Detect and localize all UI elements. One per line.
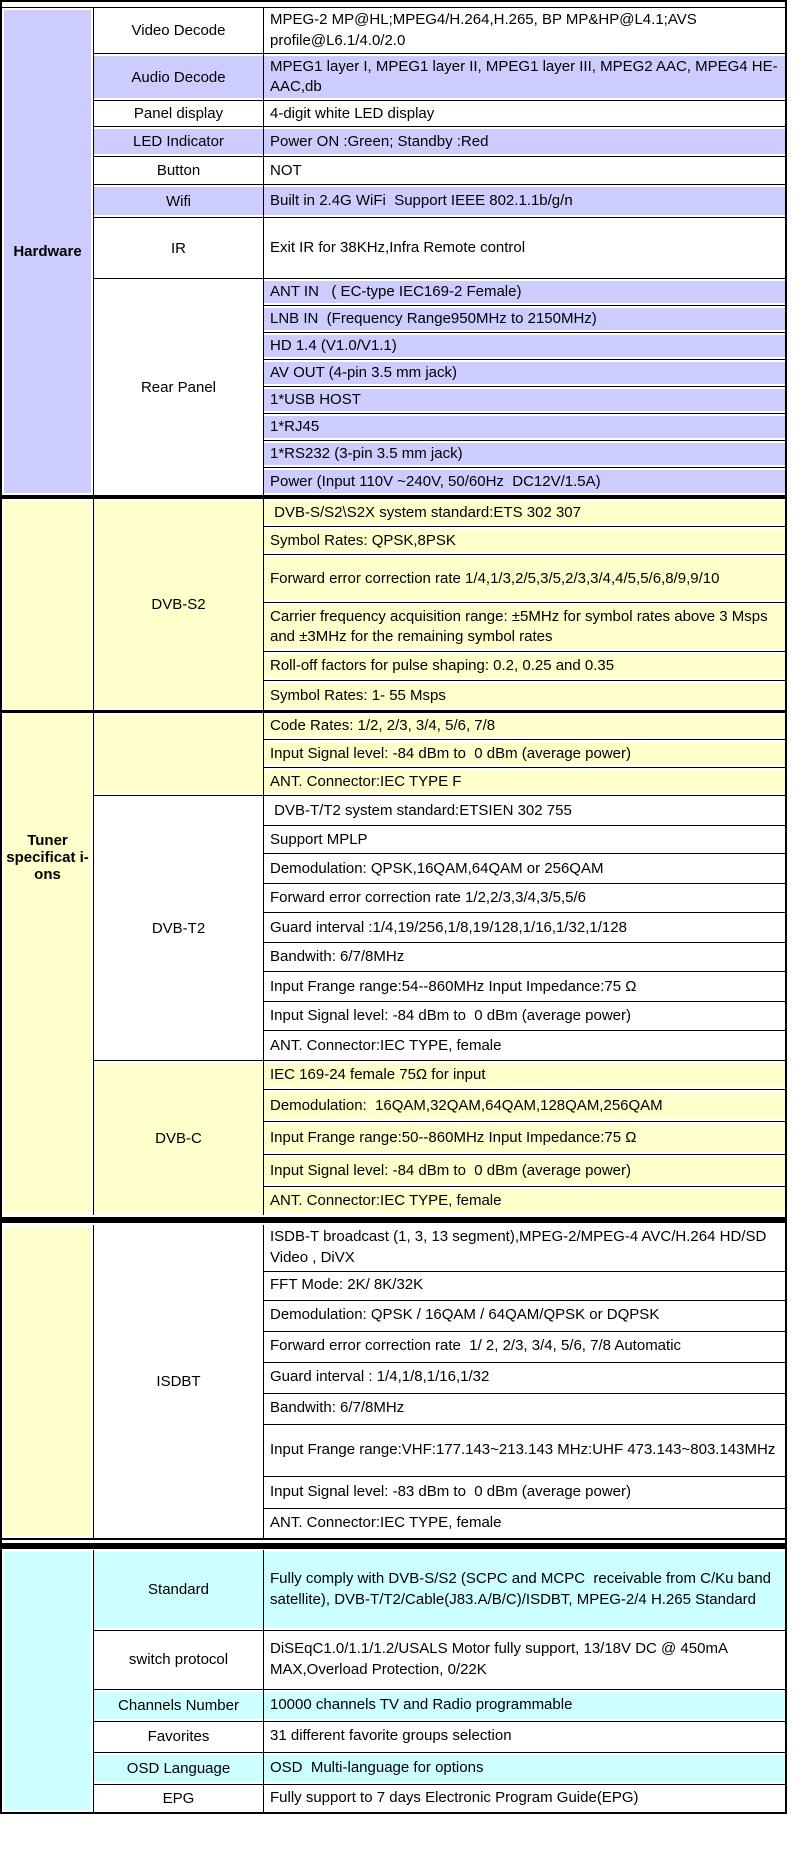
spec-value-cell: OSD Multi-language for options [264, 1753, 785, 1784]
spec-value-cell: 31 different favorite groups selection [264, 1722, 785, 1752]
spec-value-cell: DiSEqC1.0/1.1/1.2/USALS Motor fully support, 13/18V DC @ 450mA MAX,Overload Protection, 0/22K [264, 1631, 785, 1689]
section-side-label: Tuner specificat i-ons [6, 831, 89, 883]
dvb-s2-continued-block [94, 713, 785, 796]
system-section-label [2, 1550, 94, 1812]
ir-row [94, 218, 785, 279]
spec-value-cell: Forward error correction rate 1/2,2/3,3/4,3/5,5/6 [264, 884, 785, 913]
spec-label-cell: ISDBT [94, 1225, 264, 1537]
tuner-specifications-section [2, 499, 785, 1215]
spec-label-cell: Panel display [94, 101, 264, 126]
spec-value-cell: Symbol Rates: 1- 55 Msps [264, 681, 785, 710]
spec-value-cell: Input Signal level: -84 dBm to 0 dBm (average power) [264, 1002, 785, 1031]
spec-value-cell: Carrier frequency acquisition range: ±5MHz for symbol rates above 3 Msps and ±3MHz for the remaining symbol rates [264, 603, 785, 652]
spec-label-cell: OSD Language [94, 1753, 264, 1784]
spec-value-cell: Built in 2.4G WiFi Support IEEE 802.1.1b/g/n [264, 185, 785, 217]
spec-value-cell: Support MPLP [264, 826, 785, 854]
hardware-section-label [2, 8, 94, 495]
standard-row [94, 1550, 785, 1631]
dvb-c-block [94, 1061, 785, 1215]
spec-value-cell: ANT. Connector:IEC TYPE, female [264, 1187, 785, 1215]
button-row [94, 157, 785, 185]
spec-value-cell: 1*USB HOST [264, 387, 785, 414]
spec-value-cell: Bandwith: 6/7/8MHz [264, 1394, 785, 1425]
tuner-section-label [2, 499, 94, 1215]
spec-value-cell: IEC 169-24 female 75Ω for input [264, 1061, 785, 1090]
spec-label-cell: Channels Number [94, 1690, 264, 1721]
spec-label-cell: IR [94, 218, 264, 278]
spec-value-cell: Fully support to 7 days Electronic Program Guide(EPG) [264, 1785, 785, 1812]
spec-value-cell: Forward error correction rate 1/ 2, 2/3, 3/4, 5/6, 7/8 Automatic [264, 1332, 785, 1363]
spec-value-cell: ANT. Connector:IEC TYPE, female [264, 1031, 785, 1060]
spec-value-cell: Input Frange range:VHF:177.143~213.143 MHz:UHF 473.143~803.143MHz [264, 1425, 785, 1477]
panel-display-row [94, 101, 785, 127]
spec-value-cell: FFT Mode: 2K/ 8K/32K [264, 1272, 785, 1301]
spec-label-cell: LED Indicator [94, 127, 264, 156]
page-break-separator [2, 1538, 785, 1550]
spec-value-cell: Guard interval : 1/4,1/8,1/16,1/32 [264, 1363, 785, 1394]
spec-label-cell: DVB-C [94, 1061, 264, 1215]
spec-value-cell: MPEG-2 MP@HL;MPEG4/H.264,H.265, BP MP&HP@L4.1;AVS profile@L6.1/4.0/2.0 [264, 8, 785, 53]
spec-value-cell: Demodulation: QPSK / 16QAM / 64QAM/QPSK or DQPSK [264, 1301, 785, 1332]
dvb-t2-block [94, 796, 785, 1061]
page-break-separator [1, 710, 785, 713]
spec-value-cell: 4-digit white LED display [264, 101, 785, 126]
spec-value-cell: Input Signal level: -83 dBm to 0 dBm (average power) [264, 1477, 785, 1509]
isdbt-block [94, 1225, 785, 1537]
spec-value-cell: Bandwith: 6/7/8MHz [264, 943, 785, 972]
spec-value-cell: Input Frange range:50--860MHz Input Impedance:75 Ω [264, 1122, 785, 1155]
audio-decode-row [94, 54, 785, 101]
spec-value-cell: ANT. Connector:IEC TYPE, female [264, 1509, 785, 1538]
spec-label-cell: Video Decode [94, 8, 264, 53]
spec-value-cell: Power ON :Green; Standby :Red [264, 127, 785, 156]
spec-label-cell: Audio Decode [94, 54, 264, 100]
spec-value-cell: Roll-off factors for pulse shaping: 0.2, 0.25 and 0.35 [264, 652, 785, 681]
led-indicator-row [94, 127, 785, 157]
switch-protocol-row [94, 1631, 785, 1690]
spec-value-cell: Exit IR for 38KHz,Infra Remote control [264, 218, 785, 278]
hardware-section [2, 8, 785, 495]
spec-value-cell: ANT IN ( EC-type IEC169-2 Female) [264, 279, 785, 306]
rear-panel-block [94, 279, 785, 495]
isdbt-section [2, 1225, 785, 1537]
spec-label-cell: Button [94, 157, 264, 184]
spec-value-cell: Code Rates: 1/2, 2/3, 3/4, 5/6, 7/8 [264, 713, 785, 740]
osd-language-row [94, 1753, 785, 1785]
spec-value-cell: NOT [264, 157, 785, 184]
spec-label-cell: Wifi [94, 185, 264, 217]
dvb-s2-block [94, 499, 785, 710]
spec-value-cell: HD 1.4 (V1.0/V1.1) [264, 333, 785, 360]
spec-value-cell: 1*RJ45 [264, 414, 785, 441]
spec-value-cell: Input Frange range:54--860MHz Input Impedance:75 Ω [264, 972, 785, 1002]
spec-label-cell: Rear Panel [94, 279, 264, 495]
spec-label-cell: switch protocol [94, 1631, 264, 1689]
spec-label-cell: DVB-S2 [94, 499, 264, 710]
spec-value-cell: Demodulation: QPSK,16QAM,64QAM or 256QAM [264, 854, 785, 884]
channels-number-row [94, 1690, 785, 1722]
spec-value-cell: DVB-S/S2\S2X system standard:ETS 302 307 [264, 499, 785, 527]
spec-value-cell: Demodulation: 16QAM,32QAM,64QAM,128QAM,256QAM [264, 1090, 785, 1122]
spec-value-cell: Input Signal level: -84 dBm to 0 dBm (average power) [264, 1155, 785, 1187]
wifi-row [94, 185, 785, 218]
spec-value-cell: MPEG1 layer I, MPEG1 layer II, MPEG1 layer III, MPEG2 AAC, MPEG4 HE-AAC,db [264, 54, 785, 100]
spec-label-cell: Favorites [94, 1722, 264, 1752]
spec-label-cell: EPG [94, 1785, 264, 1812]
spec-value-cell: Forward error correction rate 1/4,1/3,2/5,3/5,2/3,3/4,4/5,5/6,8/9,9/10 [264, 555, 785, 603]
spec-value-cell: 10000 channels TV and Radio programmable [264, 1690, 785, 1721]
spec-value-cell: Input Signal level: -84 dBm to 0 dBm (average power) [264, 740, 785, 768]
spec-value-cell: 1*RS232 (3-pin 3.5 mm jack) [264, 441, 785, 468]
tuner-section-label-continued [2, 1225, 94, 1537]
section-side-label: Hardware [13, 243, 82, 261]
spec-value-cell: Guard interval :1/4,19/256,1/8,19/128,1/16,1/32,1/128 [264, 913, 785, 943]
video-decode-row [94, 8, 785, 54]
spec-value-cell: Fully comply with DVB-S/S2 (SCPC and MCPC receivable from C/Ku band satellite), DVB-T/T2/Cable(J83.A/B/C)/ISDBT, MPEG-2/4 H.265 Standard [264, 1550, 785, 1630]
spec-value-cell: Symbol Rates: QPSK,8PSK [264, 527, 785, 555]
spec-label-cell: Standard [94, 1550, 264, 1630]
spec-value-cell: ANT. Connector:IEC TYPE F [264, 768, 785, 795]
spec-label-cell-empty [94, 713, 264, 795]
favorites-row [94, 1722, 785, 1753]
page-break-separator [2, 1215, 785, 1225]
spec-value-cell: LNB IN (Frequency Range950MHz to 2150MHz) [264, 306, 785, 333]
system-features-section [2, 1550, 785, 1812]
epg-row [94, 1785, 785, 1812]
spec-value-cell: DVB-T/T2 system standard:ETSIEN 302 755 [264, 796, 785, 826]
spec-label-cell: DVB-T2 [94, 796, 264, 1060]
spec-value-cell: AV OUT (4-pin 3.5 mm jack) [264, 360, 785, 387]
spec-value-cell: Power (Input 110V ~240V, 50/60Hz DC12V/1.5A) [264, 468, 785, 495]
spec-value-cell: ISDB-T broadcast (1, 3, 13 segment),MPEG-2/MPEG-4 AVC/H.264 HD/SD Video , DiVX [264, 1225, 785, 1271]
